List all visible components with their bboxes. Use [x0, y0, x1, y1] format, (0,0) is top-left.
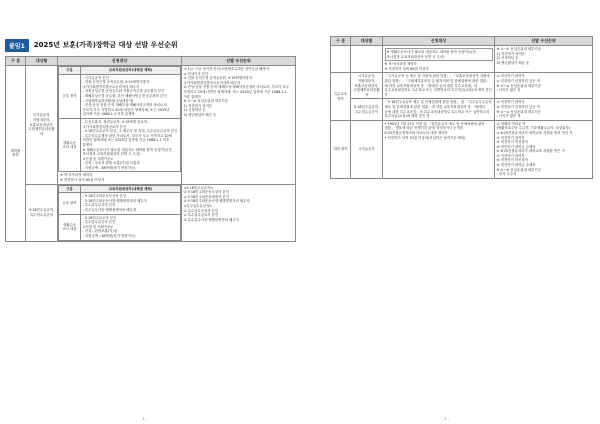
priority-item: ④ 직전학기 미신청자: [496, 140, 528, 145]
r2-life-label: 생활수준 조사 대상: [59, 214, 81, 240]
special-group-label: 특수교육 장학: [331, 73, 351, 120]
priority-item: ⑨ 직전학기 장학금 수혜자: [496, 163, 536, 168]
r2-priority: [182, 184, 296, 241]
priority-item: ① 직전학기 참여자: [496, 74, 525, 79]
list-item: - 특수임무부상자 본인: [82, 203, 116, 208]
page-number: - 2 -: [442, 417, 449, 421]
priority-item: - 나이가 많은 자: [496, 114, 521, 119]
r1-life-label: 생활수준 조사 대상: [59, 118, 81, 172]
s2-target: 5·18민주유공자, 특수임무유공자: [351, 99, 383, 120]
r1-life-items: [81, 118, 181, 172]
title-row: [5, 38, 178, 52]
priority-item: ⑧ 직전학기 미신청자: [496, 158, 528, 163]
priority-item: ⑦ 직전학기 참여자: [496, 153, 525, 158]
right-page: [302, 0, 600, 424]
top-apply: [383, 46, 495, 73]
r2-target: 5·18민주유공자, 특수임무유공자: [26, 184, 58, 241]
priority-item: ② 특수임무공로자 본인: [183, 213, 219, 218]
r2-life-items: [81, 214, 181, 240]
priority-item: 1) 직전학기 성적순: [183, 103, 213, 108]
priority-item: 3) 생년월일이 빠른 순: [183, 112, 217, 117]
list-item: - 신청 : 관할보훈(지)청: [82, 229, 117, 234]
r2-apply-inner: [58, 185, 181, 241]
header-priority: 선발 우선순위: [495, 37, 593, 46]
r1-notes: [58, 172, 181, 183]
priority-item: ※ ①~④ 동일순위내 세부기준: [496, 47, 541, 51]
list-item: - 특수임무사망·행방불명자의 배우자: [82, 208, 137, 213]
list-item: - 전몰·순직군경 순직공무원, 4·19혁명사망자·국가사회발전특별공로순직자의 배우자: [82, 80, 151, 89]
r1-apply-inner: [58, 66, 181, 172]
priority-item: ③ 5·18민주화운동사망·행방불명자의 배우자: [183, 199, 250, 204]
priority-item: ① 직전학기 참여자: [496, 100, 525, 105]
group-label: 대학원 장학: [6, 66, 26, 242]
priority-item: ④ 전상·공상 전몰·순직·재해부상·재해사망군경의 자녀로서, 부모가 모두 사망하고 20세 미만인 형제자매, 또는 2025년 입학생 기준 1988.1.1 이후 출생자: [183, 85, 290, 99]
right-priority-table: [330, 36, 593, 179]
list-item: - 특수임무수행자 관련 자녀로서, 부모가 모두 사망하고 20세 미만인 형제자매 또는 2025년 입학생 기준 1988.1.1 이후 출생자: [82, 133, 172, 147]
list-item: - 국가유공자 본인: [82, 75, 109, 80]
header-target: 대상별: [26, 57, 58, 66]
page-number: - 1 -: [140, 417, 147, 421]
priority-item: ② 6·25전몰유자녀가 대학교육 지원을 받지 못한 자: [496, 130, 573, 135]
priority-item: 2) 신청학년 순: [496, 56, 519, 61]
s3-apply: [383, 120, 495, 178]
priority-item: ① 1급~7급 상이자 본인/고엽제후유의증 상이등급 해당자: [183, 67, 270, 71]
header-apply: 신청대상: [58, 57, 182, 66]
priority-item: 1) 직전학기 성적순: [496, 51, 526, 56]
header-category: 구 분: [331, 37, 351, 46]
apply-item: • 1951년 7월 27일 이전 및 「참전유공자 예우 및 단체설립에 관한 법률」 별표에 따른 전쟁기간 중에 전사하거나 순직한 6·25전몰군경자녀의 자녀로서 대학 재학자: [384, 121, 485, 135]
list-item: ※ 생활수준조사가 필요한 대상자도 대학원 장학 신청가능(단, 조사결과 교육지원대상자 선발 시 우선): [82, 147, 173, 157]
note: ※ 학·석사과정 재학자: [384, 62, 417, 67]
r2-reg-label: 등록 장학: [59, 193, 81, 214]
s2-apply: [383, 99, 495, 120]
note: ※ 직전학기 성적 80점 이상자: [60, 178, 105, 183]
priority-item: (생활보호수당 수급자, 기초생활수급자, 차상위자): [496, 126, 571, 131]
r1-sub-head: 구분: [59, 67, 81, 75]
list-item: - 5·18민주화운동부상자 본인: [82, 194, 127, 199]
r2-sub-head2: 교육지원대상자(대학원 재학): [81, 185, 181, 193]
list-item: <신청 및 지원기준>: [82, 156, 114, 161]
s1-target: 국가유공자, 지원대상자, 보훈보상대상자, 고엽제후유의증환자: [351, 73, 383, 99]
header-apply: 신청대상: [383, 37, 495, 46]
r2-apply-cell: [58, 184, 182, 241]
priority-item: ※ ①~④ 동일순위내 세부기준: [183, 99, 228, 104]
list-item: - 5·18민주화운동사망·행방불명자의 배우자: [82, 198, 147, 203]
priority-item: ② 직전학기 신청학년 낮은 자: [496, 104, 540, 109]
attachment-badge: 붙임1: [5, 39, 29, 52]
priority-item: 3) 생년월일이 빠른 순: [496, 60, 530, 65]
list-item: - 전상·공상 전몰·순직 재해부상·재해사망군경의 자녀로서, 부모가 모두 사망하고 20세 미만인 형제자매, 또는 2025년 입학생 기준 1988.1.1 이후 출생자: [82, 103, 170, 117]
priority-item: ※ ①~② 동일순위내 세부기준: [496, 83, 541, 88]
priority-item: ① 5·18민주화운동부상자 본인: [183, 190, 229, 195]
list-item: - 5·18민주유공자 본인: [82, 215, 117, 220]
page-title: 2025년 보훈(가족)장학금 대상 선발 우선순위: [33, 41, 178, 49]
priority-item: - 성적 우수자: [496, 172, 517, 177]
s2-priority: [495, 99, 593, 120]
r1-reg-label: 등록 장학: [59, 74, 81, 118]
list-item: - 무공수훈자, 참전유공자, 4·19혁명 공로자, 국가사회발전특별공로자 본인: [82, 119, 148, 129]
top-empty-category: [331, 46, 351, 73]
list-item: - 신청 : 주소지 관할 보훈(지)청 보훈과: [82, 161, 140, 166]
top-empty-target: [351, 46, 383, 73]
r2-sub-head: 구분: [59, 185, 81, 193]
priority-item: ※ ①~② 동일순위내 세부기준: [496, 109, 541, 114]
s1-priority: [495, 73, 593, 99]
priority-item: ③ 직전학기 참여자: [496, 135, 525, 140]
priority-item: - 나이가 많은 자: [496, 88, 521, 93]
priority-item: ③ 전몰·순직군경 순직공무원, 4·19혁명사망자·국가사회발전특별공로순직자의 배우자: [183, 76, 253, 85]
priority-item: ⑥ 6·25전몰유자녀가 대학교육 지원을 받은 자: [496, 149, 565, 154]
list-item: - 지원공상군경·공상공무원·지원순직군경·공무원의 본인: [82, 89, 165, 94]
list-item: - 지원금액 : 38만원(학기 연장가능): [82, 165, 136, 170]
priority-item: ② 5·18민주화운동희생자 본인: [183, 194, 229, 199]
header-category: 구 분: [6, 57, 26, 66]
priority-item: ② 미상이자 본인: [183, 71, 209, 76]
priority-item: ① 특수임무부상자 본인: [183, 208, 219, 213]
r1-apply-cell: [58, 66, 182, 185]
left-priority-table: [5, 56, 296, 242]
s1-apply: [383, 73, 495, 99]
r2-reg-items: [81, 193, 181, 214]
list-item: - 특수임무유공자 본인: [82, 220, 116, 225]
priority-item: <특수임무유공자>: [183, 204, 213, 209]
foreign-group-label: 대학 장학: [331, 120, 351, 178]
note: ※ 직전학기 성적 80점 이상자: [384, 66, 429, 71]
list-item: - 지원금액 : 38만원(학기 연장가능): [82, 234, 136, 238]
note: ※ 생활수준조사가 필요한 대상자도 대학원 장학 신청가능(단, 조사결과 교육지원대상자 선발 시 우선): [386, 50, 477, 59]
priority-item: ② 직전학기 신청학년 낮은 자: [496, 78, 540, 83]
priority-item: <5·18민주유공자>: [183, 185, 214, 190]
apply-item: 「5·18민주유공자 예우 및 단체설립에 관한 법률」 및 「특수임무유공자 예우 및 단체설립에 관한 법률」에 의한 교육지원대상자 중 「장애인 등에 대한 특수교육법」의 특수교육대상자로 특수학교 또는 일반학교의 특수학급(교육)에 재학 중인 자: [384, 100, 492, 119]
priority-item: ⑤ 직전학기 장학금 수혜자: [496, 144, 536, 149]
s3-target: 국가유공자: [351, 120, 383, 178]
priority-item: ③ 특수임무사망·행방불명자의 배우자: [183, 217, 239, 222]
apply-item: • 직전학기 성적 70점 이상자(신입학은 성적기준 제외): [384, 135, 466, 140]
list-item: - 고엽제후유의증환자(수당대상자): [82, 98, 134, 103]
r1-reg-items: [81, 74, 181, 118]
r1-priority: [182, 66, 296, 185]
note: ※ 학·석사과정 재학자: [60, 173, 93, 178]
r1-target: 국가유공자, 지원대상자, 보훈보상대상자, 고엽제후유의증환자: [26, 66, 58, 185]
header-target: 대상별: [351, 37, 383, 46]
r1-sub-head2: 교육지원대상자(대학원 재학): [81, 67, 181, 75]
priority-item: ※ ①~⑨ 동일순위내 세부기준: [496, 167, 541, 172]
header-priority: 선발 우선순위: [182, 57, 296, 66]
priority-item: ① 형제자 여러운 자: [496, 121, 526, 126]
list-item: <신청 및 지원기준>: [82, 224, 114, 229]
apply-item: 「국가유공자 등 예우 및 지원에 관한 법률」, 「보훈보상대상자 지원에 관한 법률」, 「고엽제후유의증 등 환자지원 및 단체설립에 관한 법률」에 의한 교육지원대상자 중 「장애인 등에 대한 특수교육법」의 특수교육대상자로 특수학교 또는 일반학교의 특수학급(교육)에 재학 중인 자: [384, 74, 492, 97]
s3-priority: [495, 120, 593, 178]
top-note-box: [385, 48, 493, 61]
list-item: - 재해부상군경·공무원, 본인·재해사망군경·공무원의 본인: [82, 93, 167, 98]
list-item: - 5.18민주유공자 본인, 그 배우자 및 자녀, 특수임무유공자 본인: [82, 129, 178, 134]
top-priority: [495, 46, 593, 73]
priority-item: 2) 신청학년 순: [183, 108, 206, 113]
